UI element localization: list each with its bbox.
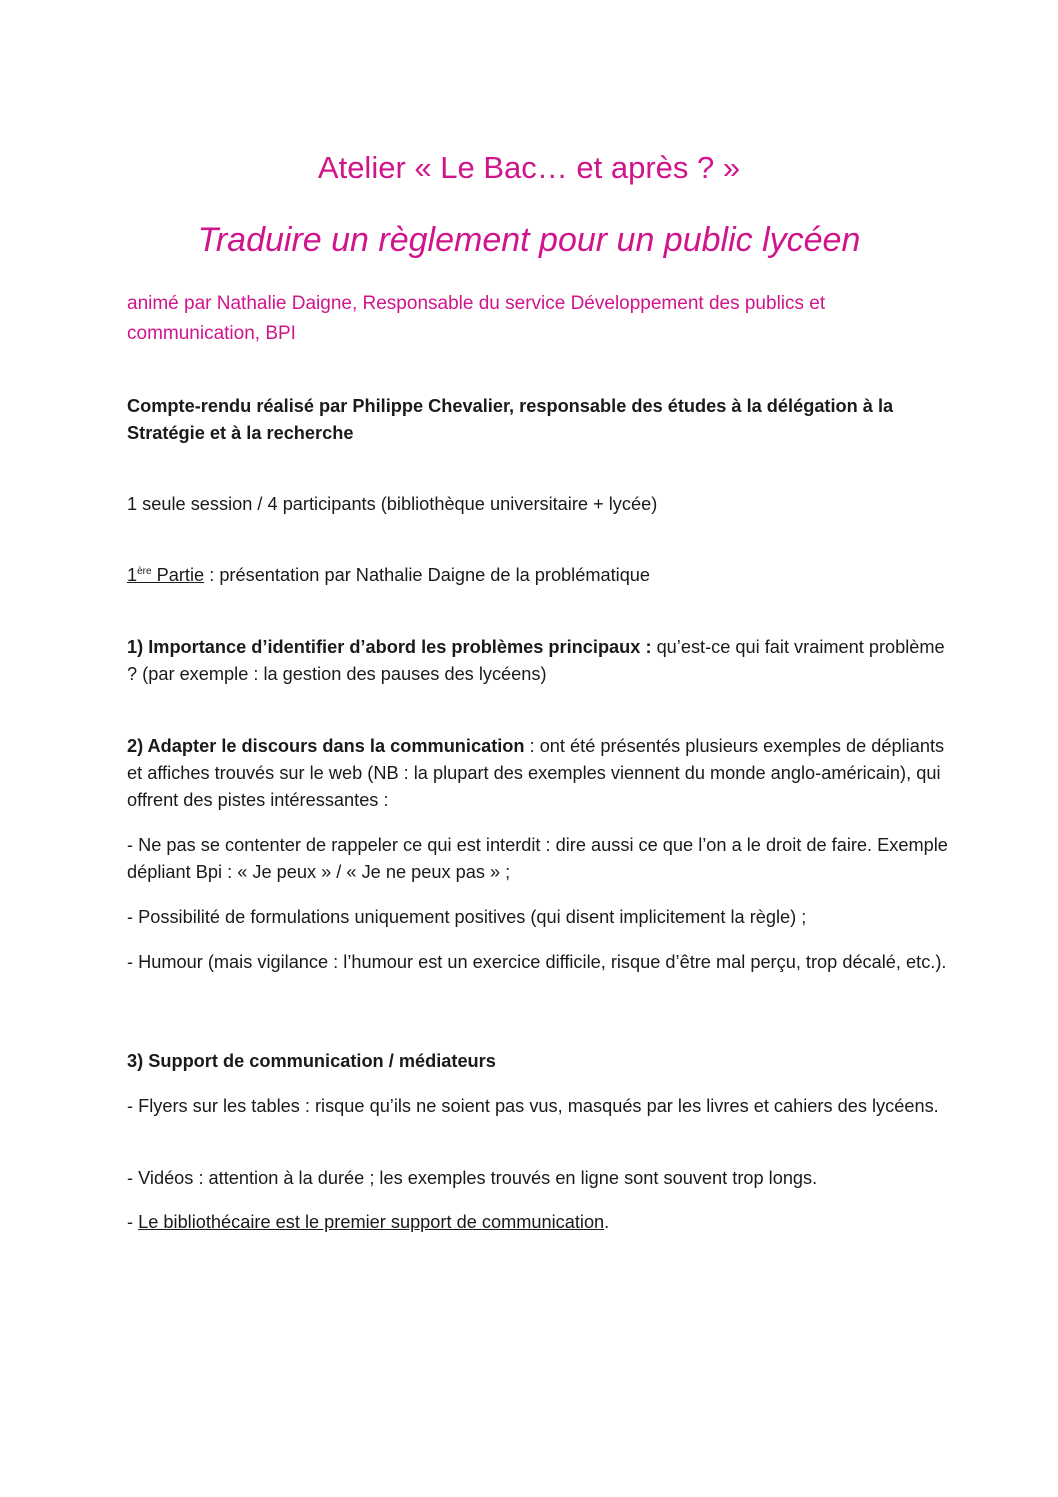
list-item: - Vidéos : attention à la durée ; les exemples trouvés en ligne sont souvent trop longs. xyxy=(127,1168,818,1188)
list-item: - Ne pas se contenter de rappeler ce qui est interdit : dire aussi ce que l’on a le droit de faire. Exemple dépliant Bpi : « Je peux » / « Je ne peux pas » ; xyxy=(127,835,948,882)
list-item: - Possibilité de formulations uniquement positives (qui disent implicitement la règle) ; xyxy=(127,907,807,927)
part-number: 1 xyxy=(127,565,138,585)
page-title: Atelier « Le Bac… et après ? » xyxy=(317,150,741,185)
part-label xyxy=(127,565,204,585)
key-statement: Le bibliothécaire est le premier support de communication xyxy=(138,1212,605,1232)
part-description: : présentation par Nathalie Daigne de la problématique xyxy=(204,565,651,585)
list-item: - Humour (mais vigilance : l’humour est un exercice difficile, risque d’être mal perçu, trop décalé, etc.). xyxy=(127,952,947,972)
list-item-suffix: . xyxy=(604,1212,610,1232)
animator-line: animé par Nathalie Daigne, Responsable du service Développement des publics et communication, BPI xyxy=(127,293,826,344)
part-word: Partie xyxy=(151,565,205,585)
part-superscript: ère xyxy=(137,566,152,577)
session-info: 1 seule session / 4 participants (bibliothèque universitaire + lycée) xyxy=(127,494,658,514)
list-item: - Flyers sur les tables : risque qu’ils ne soient pas vus, masqués par les livres et cahiers des lycéens. xyxy=(127,1096,939,1116)
section-1 xyxy=(127,634,952,688)
part-heading xyxy=(127,562,952,589)
section-1-heading: 1) Importance d’identifier d’abord les problèmes principaux : xyxy=(127,637,652,657)
section-2 xyxy=(127,733,952,814)
section-1-text: qu’est-ce qui fait vraiment problème ? (par exemple : la gestion des pauses des lycéens) xyxy=(127,637,945,684)
section-2-heading: 2) Adapter le discours dans la communication xyxy=(127,736,525,756)
page-subtitle: Traduire un règlement pour un public lycéen xyxy=(197,221,861,259)
list-item xyxy=(127,1209,952,1236)
section-2-text: : ont été présentés plusieurs exemples de dépliants et affiches trouvés sur le web (NB : la plupart des exemples viennent du monde anglo-américain), qui offrent des pistes intéressantes : xyxy=(127,736,945,810)
section-3-heading: 3) Support de communication / médiateurs xyxy=(127,1051,496,1071)
list-item-prefix: - xyxy=(127,1212,139,1232)
report-author: Compte-rendu réalisé par Philippe Chevalier, responsable des études à la délégation à la Stratégie et à la recherche xyxy=(127,396,894,443)
